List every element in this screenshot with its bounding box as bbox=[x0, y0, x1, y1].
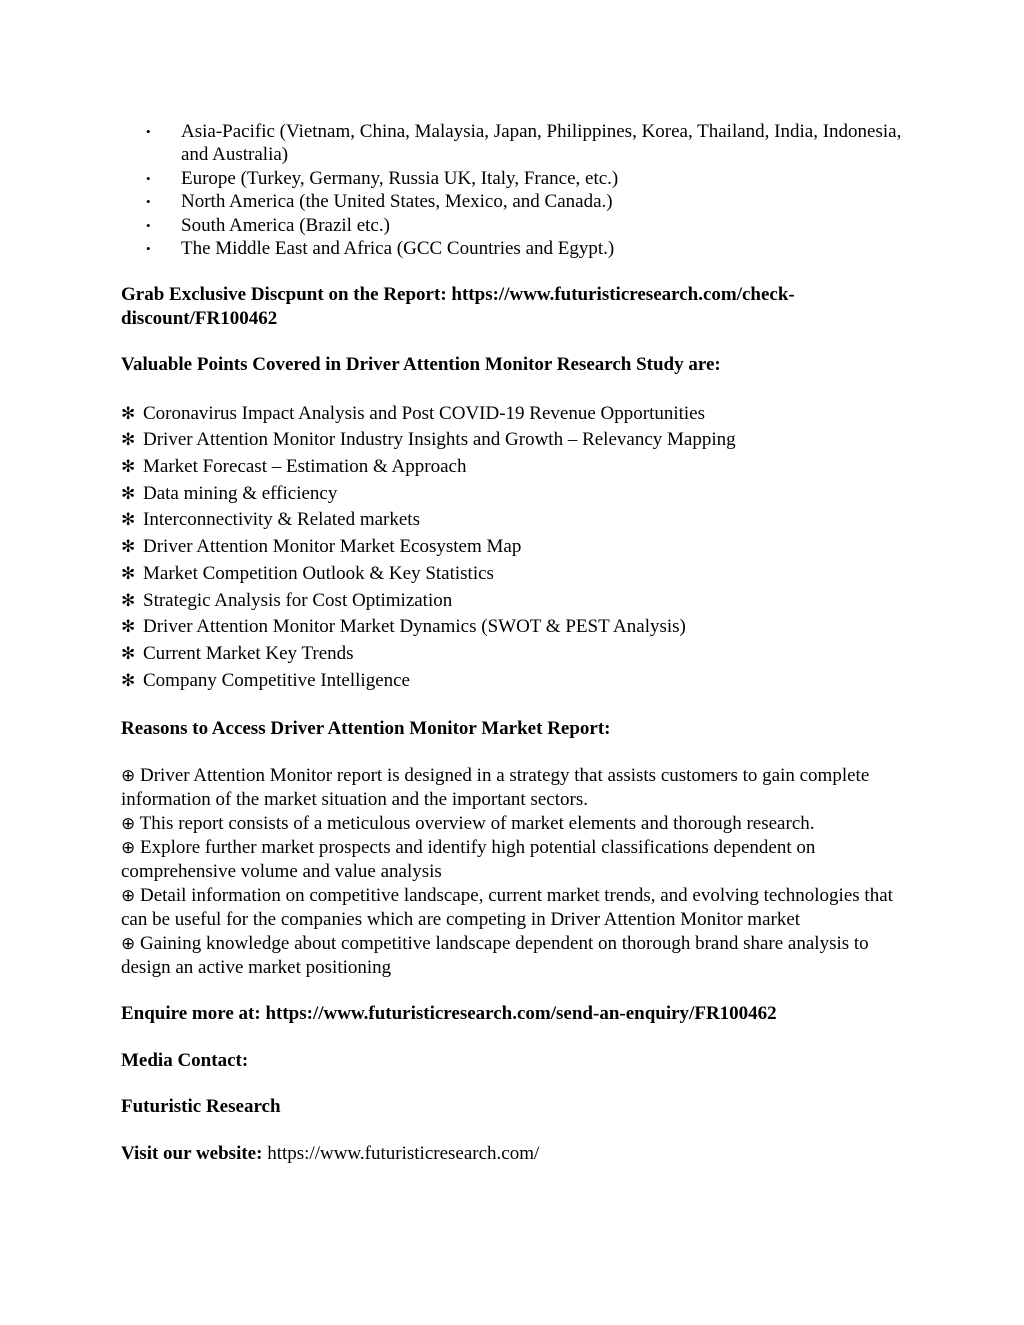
bullet-icon: • bbox=[146, 194, 151, 210]
asterisk-icon: ✻ bbox=[121, 617, 136, 638]
asterisk-icon: ✻ bbox=[121, 537, 136, 558]
website-label: Visit our website: bbox=[121, 1142, 263, 1164]
asterisk-icon: ✻ bbox=[121, 483, 136, 504]
list-item: ✻ Market Competition Outlook & Key Statistics bbox=[121, 561, 911, 588]
list-item: • Europe (Turkey, Germany, Russia UK, Italy, France, etc.) bbox=[146, 167, 619, 189]
list-item: ⊕ Explore further market prospects and identify high potential classifications dependent on comprehensive volume and value analysis bbox=[121, 837, 816, 883]
list-item: ✻ Driver Attention Monitor Market Dynamics (SWOT & PEST Analysis) bbox=[121, 614, 911, 641]
regions-list bbox=[121, 120, 911, 260]
asterisk-icon: ✻ bbox=[121, 563, 136, 584]
circled-plus-icon: ⊕ bbox=[121, 838, 136, 859]
list-item: ✻ Market Forecast – Estimation & Approach bbox=[121, 454, 911, 481]
list-item: ✻ Interconnectivity & Related markets bbox=[121, 507, 911, 534]
enquire-link[interactable]: https://www.futuristicresearch.com/send-an-enquiry/FR100462 bbox=[265, 1003, 777, 1025]
circled-plus-icon: ⊕ bbox=[121, 813, 136, 834]
circled-plus-icon: ⊕ bbox=[121, 765, 136, 786]
company-name: Futuristic Research bbox=[121, 1096, 281, 1118]
media-contact-heading: Media Contact: bbox=[121, 1049, 249, 1071]
bullet-icon: • bbox=[146, 124, 151, 139]
asterisk-icon: ✻ bbox=[121, 457, 136, 478]
list-item: • The Middle East and Africa (GCC Countries and Egypt.) bbox=[146, 238, 615, 260]
list-item: ✻ Data mining & efficiency bbox=[121, 481, 911, 508]
bullet-icon: • bbox=[146, 170, 151, 186]
bullet-icon: • bbox=[146, 241, 151, 257]
list-item: ⊕ Driver Attention Monitor report is designed in a strategy that assists customers to gain complete information of the market situation and the important sectors. bbox=[121, 764, 870, 811]
document-page bbox=[121, 120, 911, 1165]
asterisk-icon: ✻ bbox=[121, 510, 136, 531]
list-item: ✻ Current Market Key Trends bbox=[121, 641, 911, 668]
list-item: ✻ Driver Attention Monitor Market Ecosystem Map bbox=[121, 534, 911, 561]
bullet-icon: • bbox=[146, 217, 151, 233]
circled-plus-icon: ⊕ bbox=[121, 933, 136, 954]
list-item: • South America (Brazil etc.) bbox=[146, 214, 390, 236]
asterisk-icon: ✻ bbox=[121, 670, 136, 691]
reasons-list bbox=[121, 764, 911, 980]
list-item: ✻ Driver Attention Monitor Industry Insights and Growth – Relevancy Mapping bbox=[121, 427, 911, 454]
enquire-label: Enquire more at: bbox=[121, 1003, 261, 1025]
points-list bbox=[121, 401, 911, 695]
website-paragraph bbox=[121, 1142, 911, 1165]
list-item: ⊕ Detail information on competitive landscape, current market trends, and evolving technologies that can be useful for the companies which are competing in Driver Attention Monitor market bbox=[121, 884, 893, 931]
discount-label: Grab Exclusive Discpunt on the Report: bbox=[121, 284, 447, 306]
list-item: ✻ Strategic Analysis for Cost Optimization bbox=[121, 588, 911, 615]
discount-paragraph bbox=[121, 283, 911, 330]
reasons-heading: Reasons to Access Driver Attention Monitor Market Report: bbox=[121, 718, 611, 740]
list-item: ⊕ This report consists of a meticulous overview of market elements and thorough research. bbox=[121, 812, 815, 834]
asterisk-icon: ✻ bbox=[121, 403, 136, 424]
asterisk-icon: ✻ bbox=[121, 430, 136, 451]
list-item: ✻ Coronavirus Impact Analysis and Post COVID-19 Revenue Opportunities bbox=[121, 401, 911, 428]
list-item: ✻ Company Competitive Intelligence bbox=[121, 668, 911, 695]
list-item: • Asia-Pacific (Vietnam, China, Malaysia, Japan, Philippines, Korea, Thailand, India, Indonesia, and Australia) bbox=[146, 121, 902, 166]
enquire-paragraph bbox=[121, 1002, 911, 1025]
list-item: ⊕ Gaining knowledge about competitive landscape dependent on thorough brand share analysis to design an active market positioning bbox=[121, 932, 869, 979]
points-heading: Valuable Points Covered in Driver Attention Monitor Research Study are: bbox=[121, 354, 721, 376]
list-item: • North America (the United States, Mexico, and Canada.) bbox=[146, 191, 613, 213]
asterisk-icon: ✻ bbox=[121, 643, 136, 664]
circled-plus-icon: ⊕ bbox=[121, 885, 136, 906]
asterisk-icon: ✻ bbox=[121, 590, 136, 611]
website-link[interactable]: https://www.futuristicresearch.com/ bbox=[267, 1142, 540, 1164]
discount-link[interactable]: https://www.futuristicresearch.com/check-discount/FR100462 bbox=[121, 284, 795, 329]
